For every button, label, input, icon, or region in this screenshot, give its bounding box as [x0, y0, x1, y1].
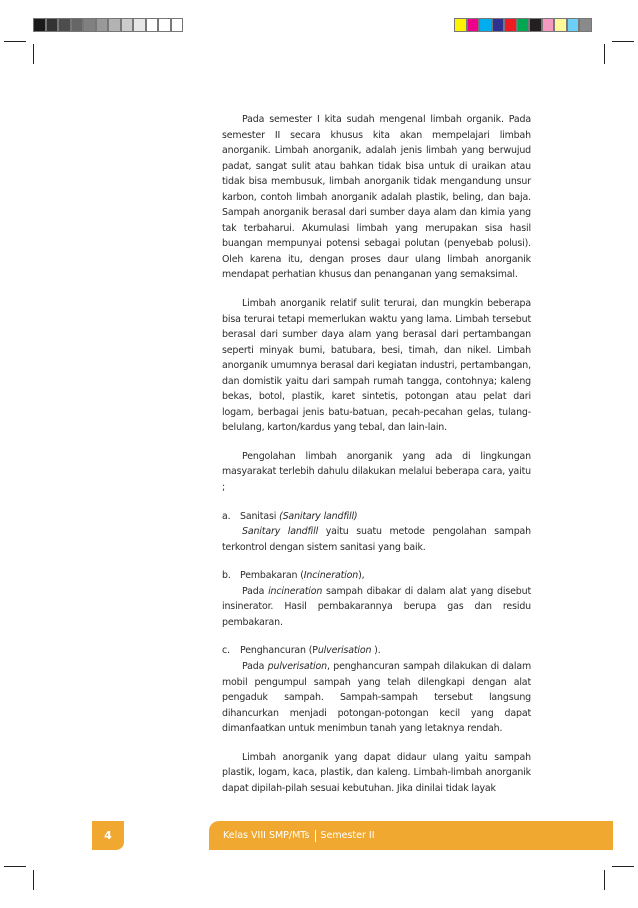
color-swatch [454, 18, 467, 32]
color-swatch [579, 18, 592, 32]
page-number: 4 [92, 821, 124, 850]
paragraph-intro: Pada semester I kita sudah mengenal limbah organik. Pada semester II secara khusus kita akan mempelajari limbah anorganik. Limbah anorganik, adalah jenis limbah yang berwujud padat, sangat sulit atau bahkan tidak bisa untuk di uraikan atau tidak bisa membusuk, limbah anorganik tidak mengandung unsur karbon, contoh limbah anorganik adalah plastik, beling, dan baja. Sampah anorganik berasal dari sumber daya alam dan kimia yang tak terbaharui. Akumulasi limbah yang merupakan sisa hasil buangan mempunyai potensi sebagai polutan (penyebab polusi). Oleh karena itu, dengan proses daur ulang limbah anorganik mendapat perhatian khusus dan penanganan yang semaksimal. [222, 114, 531, 281]
gray-swatch [96, 18, 109, 32]
footer-class-label: Kelas VIII SMP/MTs [223, 830, 310, 841]
list-item-sanitasi [222, 509, 531, 556]
list-desc-italic: pulverisation [267, 660, 327, 672]
list-heading: Penghancuran (P [240, 645, 318, 657]
list-marker: c. [222, 645, 230, 657]
list-heading-italic: ulverisation [317, 645, 372, 657]
crop-mark-top-right-v [604, 44, 605, 64]
body-text [222, 112, 531, 796]
gray-swatch [133, 18, 146, 32]
gray-swatch [121, 18, 134, 32]
list-heading-end: ). [371, 645, 381, 657]
gray-swatch [146, 18, 159, 32]
list-heading-end: ), [358, 570, 365, 582]
list-marker: a. [222, 510, 231, 522]
list-item-penghancuran [222, 643, 531, 736]
paragraph-recycle: Limbah anorganik yang dapat didaur ulang yaitu sampah plastik, logam, kaca, plastik, dan kaleng. Limbah-limbah anorganik dapat dipilah-pilah sesuai kebutuhan. Jika dinilai tidak layak [222, 751, 531, 794]
gray-swatch [83, 18, 96, 32]
color-swatch [504, 18, 517, 32]
gray-swatch [46, 18, 59, 32]
crop-mark-bottom-left-h [4, 866, 26, 867]
list-desc-italic: Sanitary landfill [242, 526, 319, 538]
list-desc: , penghancuran sampah dilakukan di dalam mobil pengumpul sampah yang telah dilengkapi dengan alat pengaduk sampah. Sampah-sampah tersebut langsung dihancurkan menjadi potongan-potongan kecil yang dapat dimanfaatkan untuk menimbun tanah yang letaknya rendah. [222, 660, 531, 735]
footer-semester-label: Semester II [320, 830, 375, 841]
grayscale-registration-bar [33, 18, 183, 32]
color-swatch [467, 18, 480, 32]
list-desc-pre: Pada [242, 585, 269, 597]
page-footer [92, 821, 613, 850]
color-swatch [517, 18, 530, 32]
gray-swatch [108, 18, 121, 32]
list-item-pembakaran [222, 568, 531, 630]
gray-swatch [171, 18, 184, 32]
crop-mark-top-right-h [612, 41, 634, 42]
paragraph-sources: Limbah anorganik relatif sulit terurai, dan mungkin beberapa bisa terurai tetapi memerlukan waktu yang lama. Limbah tersebut berasal dari sumber daya alam yang berasal dari pertambangan seperti minyak bumi, batubara, besi, timah, dan nikel. Limbah anorganik umumnya berasal dari kegiatan industri, pertambangan, dan domistik yaitu dari sampah rumah tangga, contohnya; kaleng bekas, botol, plastik, karet sintetis, potongan atau pelat dari logam, berbagai jenis batu-batuan, pecah-pecahan gelas, tulang-belulang, karton/kardus yang tebal, dan lain-lain. [222, 298, 531, 434]
crop-mark-bottom-left-v [33, 870, 34, 890]
color-swatch [542, 18, 555, 32]
list-desc-italic: incineration [268, 585, 323, 597]
crop-mark-top-left-h [4, 41, 26, 42]
crop-mark-bottom-right-h [612, 866, 634, 867]
gray-swatch [158, 18, 171, 32]
footer-separator [315, 830, 316, 842]
color-swatch [529, 18, 542, 32]
gray-swatch [58, 18, 71, 32]
list-heading-italic: Incineration [303, 570, 359, 582]
gray-swatch [71, 18, 84, 32]
paragraph-processing: Pengolahan limbah anorganik yang ada di lingkungan masyarakat terlebih dahulu dilakukan melalui beberapa cara, yaitu ; [222, 450, 531, 494]
color-registration-bar [454, 18, 592, 32]
list-marker: b. [222, 570, 231, 582]
list-desc: sampah dibakar di dalam alat yang disebut insinerator. Hasil pembakarannya berupa gas dan residu pembakaran. [222, 585, 532, 628]
gray-swatch [33, 18, 46, 32]
list-heading: Sanitasi [240, 510, 280, 522]
color-swatch [479, 18, 492, 32]
footer-band [209, 821, 613, 850]
list-heading-italic: (Sanitary landfill) [279, 510, 358, 522]
crop-mark-top-left-v [33, 44, 34, 64]
crop-mark-bottom-right-v [604, 870, 605, 890]
list-heading: Pembakaran ( [240, 570, 304, 582]
list-desc-pre: Pada [242, 660, 268, 672]
list-desc: yaitu suatu metode pengolahan sampah terkontrol dengan sistem sanitasi yang baik. [222, 526, 531, 553]
color-swatch [554, 18, 567, 32]
color-swatch [567, 18, 580, 32]
color-swatch [492, 18, 505, 32]
